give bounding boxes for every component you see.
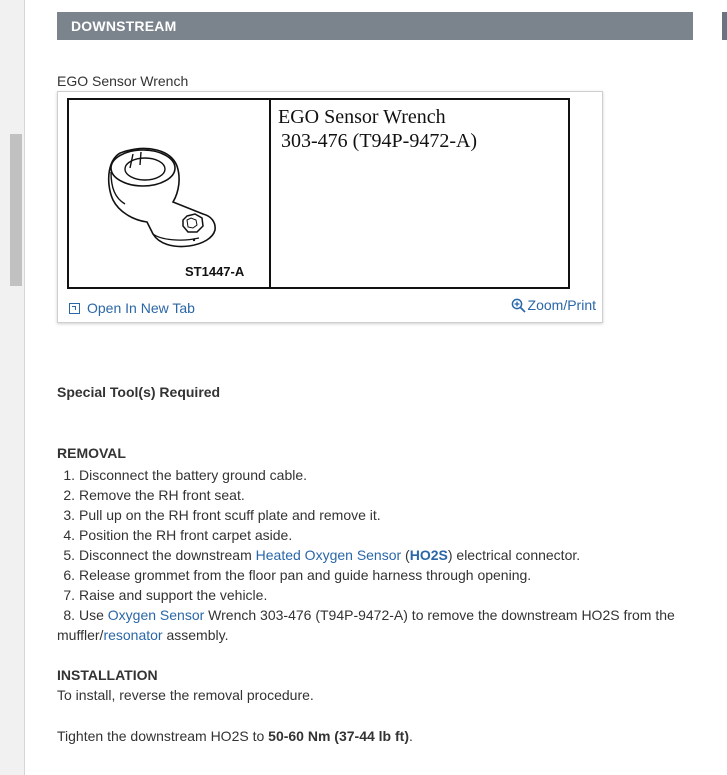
step-text: Remove the RH front seat. bbox=[79, 487, 245, 503]
step-number: 1. bbox=[63, 467, 75, 483]
installation-text: To install, reverse the removal procedure. bbox=[57, 687, 314, 703]
figure-divider bbox=[269, 100, 271, 287]
right-panel-edge bbox=[722, 12, 727, 40]
open-in-new-tab-link[interactable] bbox=[69, 300, 195, 316]
special-tools-heading: Special Tool(s) Required bbox=[57, 384, 221, 400]
tool-name-label: EGO Sensor Wrench bbox=[278, 106, 446, 128]
list-item bbox=[57, 585, 693, 605]
wrench-icon bbox=[103, 142, 238, 252]
ho2s-link[interactable]: HO2S bbox=[409, 547, 448, 563]
removal-heading: REMOVAL bbox=[57, 445, 126, 461]
step-text: ) electrical connector. bbox=[447, 547, 581, 563]
figure-container bbox=[57, 91, 603, 323]
step-text: Use bbox=[79, 607, 108, 623]
torque-spec bbox=[57, 728, 413, 744]
open-in-new-tab-label: Open In New Tab bbox=[87, 300, 195, 316]
step-number: 8. bbox=[63, 607, 75, 623]
step-number: 5. bbox=[63, 547, 75, 563]
step-number: 7. bbox=[63, 587, 75, 603]
installation-heading: INSTALLATION bbox=[57, 667, 158, 683]
torque-text: Tighten the downstream HO2S to bbox=[57, 728, 269, 744]
list-item bbox=[57, 565, 693, 585]
section-header: DOWNSTREAM bbox=[57, 12, 693, 40]
step-number: 6. bbox=[63, 567, 75, 583]
open-new-tab-icon bbox=[69, 303, 80, 314]
removal-steps-list bbox=[57, 465, 693, 645]
step-text: assembly. bbox=[162, 627, 229, 643]
step-text: Pull up on the RH front scuff plate and remove it. bbox=[79, 507, 381, 523]
heated-oxygen-sensor-link[interactable]: Heated Oxygen Sensor bbox=[255, 547, 402, 563]
list-item bbox=[57, 605, 693, 645]
zoom-print-label: Zoom/Print bbox=[527, 297, 596, 313]
step-text: Disconnect the battery ground cable. bbox=[79, 467, 308, 483]
resonator-link[interactable]: resonator bbox=[103, 627, 163, 643]
step-text: Release grommet from the floor pan and guide harness through opening. bbox=[79, 567, 532, 583]
step-number: 3. bbox=[63, 507, 75, 523]
list-item bbox=[57, 525, 693, 545]
tool-illustration[interactable] bbox=[67, 98, 570, 289]
torque-text-end: . bbox=[408, 728, 413, 744]
step-number: 2. bbox=[63, 487, 75, 503]
list-item bbox=[57, 465, 693, 485]
left-scrollbar-track[interactable] bbox=[0, 0, 25, 775]
zoom-print-link[interactable] bbox=[511, 297, 596, 313]
step-text: Wrench 303-476 (T94P-9472-A) to remove the downstream HO2S from the muffler/ bbox=[57, 607, 675, 643]
step-number: 4. bbox=[63, 527, 75, 543]
tool-code-label: ST1447-A bbox=[185, 264, 245, 279]
figure-caption: EGO Sensor Wrench bbox=[57, 73, 189, 89]
step-text: ( bbox=[401, 547, 410, 563]
step-text: Raise and support the vehicle. bbox=[79, 587, 268, 603]
list-item bbox=[57, 485, 693, 505]
zoom-in-icon bbox=[511, 298, 526, 313]
list-item bbox=[57, 505, 693, 525]
scrollbar-thumb[interactable] bbox=[10, 134, 22, 286]
step-text: Position the RH front carpet aside. bbox=[79, 527, 293, 543]
torque-value: 50-60 Nm (37-44 lb ft) bbox=[268, 728, 409, 744]
list-item bbox=[57, 545, 693, 565]
tool-number-label: 303-476 (T94P-9472-A) bbox=[281, 130, 478, 152]
oxygen-sensor-link[interactable]: Oxygen Sensor bbox=[107, 607, 205, 623]
step-text: Disconnect the downstream bbox=[79, 547, 256, 563]
